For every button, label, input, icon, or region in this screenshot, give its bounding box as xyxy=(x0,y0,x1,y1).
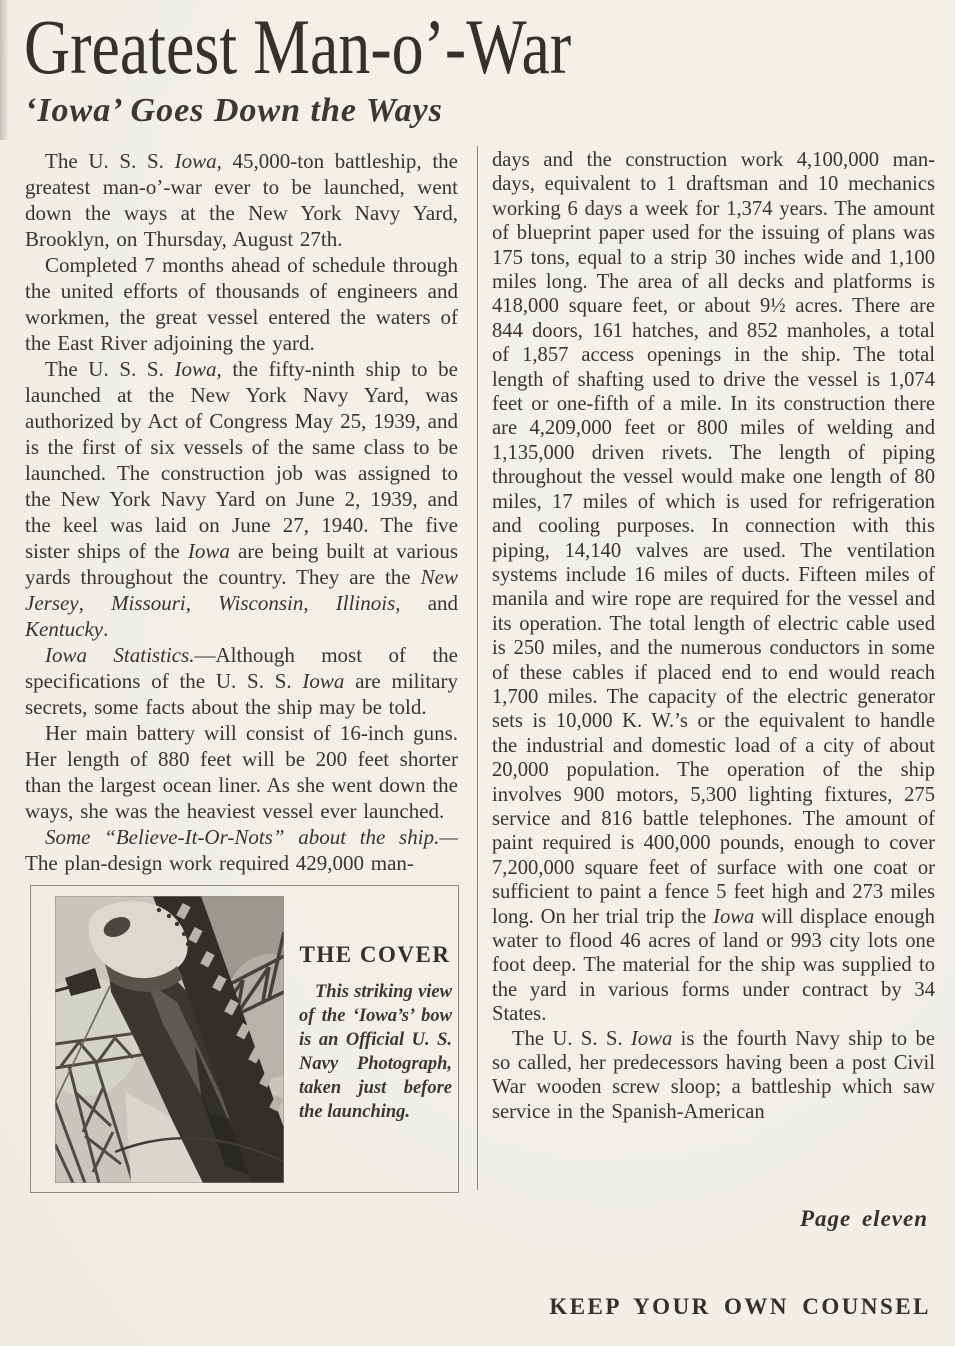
iowa-bow-photo xyxy=(55,896,284,1183)
left-column xyxy=(25,148,458,876)
cover-caption: This striking view of the ‘Iowa’s’ bow is an Official U. S. Navy Photograph, taken just before the launching. xyxy=(299,982,452,1122)
cover-heading: THE COVER xyxy=(299,942,451,967)
paragraph: The U. S. S. Iowa, 45,000-ton battleship, the greatest man-o’-war ever to be launched, went down the ways at the New York Navy Yard, Brooklyn, on Thursday, August 27th. xyxy=(25,149,458,251)
paragraph: days and the construction work 4,100,000 man-days, equivalent to 1 draftsman and 10 mechanics working 6 days a week for 1,374 years. The amount of blueprint paper used for the issuing of plans was 175 tons, equal to a strip 30 inches wide and 1,100 miles long. The area of all decks and platforms is 418,000 square feet, or about 9½ acres. There are 844 doors, 161 hatches, and 852 manholes, a total of 1,857 access openings in the ship. The total length of shafting used to drive the vessel is 1,074 feet or one-fifth of a mile. In its construction there are 4,209,000 feet or 800 miles of welding and 1,135,000 driven rivets. The length of piping throughout the vessel would make one length of 80 miles, 17 miles of which is used for refrigeration and cooling purposes. In connection with this piping, 14,140 valves are used. The ventilation systems include 16 miles of ducts. Fifteen miles of manila and wire rope are required for the vessel and its operation. The total length of electric cable used is 250 miles, and the numerous conductors in some of these cables if placed end to end would reach 1,700 miles. The capacity of the electric generator sets is 10,000 K. W.’s or the equivalent to handle the industrial and domestic load of a city of about 20,000 population. The operation of the ship involves 900 motors, 5,300 lighting fixtures, 275 service and 816 battle telephones. The amount of paint required is 400,000 pounds, enough to cover 7,200,000 square feet of surface with one coat or sufficient to paint a fence 5 feet high and 273 miles long. On her trial trip the Iowa will displace enough water to flood 46 acres of land or 993 city lots one foot deep. The material for the ship was supplied to the yard in various forms under contract by 34 States. xyxy=(492,149,935,1026)
paragraph: Some “Believe-It-Or-Nots” about the ship.— The plan-design work required 429,000 man- xyxy=(25,825,458,875)
column-divider xyxy=(477,146,478,1190)
article-title: Greatest Man-o’-War xyxy=(24,3,572,90)
page-number: Page eleven xyxy=(799,1206,928,1231)
paragraph: The U. S. S. Iowa is the fourth Navy ship to be so called, her predecessors having been a post Civil War wooden screw sloop; a battleship which saw service in the Spanish-American xyxy=(492,1027,935,1123)
cover-box xyxy=(30,885,459,1193)
scan-artifact xyxy=(0,0,9,140)
right-column xyxy=(492,148,935,1124)
article-subtitle: ‘Iowa’ Goes Down the Ways xyxy=(25,92,443,129)
paragraph: The U. S. S. Iowa, the fifty-ninth ship to be launched at the New York Navy Yard, was authorized by Act of Congress May 25, 1939, and is the first of six vessels of the same class to be launched. The construction job was assigned to the New York Navy Yard on June 2, 1939, and the keel was laid on June 27, 1940. The five sister ships of the Iowa are being built at various yards throughout the country. They are the New Jersey, Missouri, Wisconsin, Illinois, and Kentucky. xyxy=(25,357,459,641)
paragraph: Completed 7 months ahead of schedule through the united efforts of thousands of engineers and workmen, the great vessel entered the waters of the East River adjoining the yard. xyxy=(25,253,458,355)
paragraph: Her main battery will consist of 16-inch guns. Her length of 880 feet will be 200 feet shorter than the largest ocean liner. As she went down the ways, she was the heaviest vessel ever launched. xyxy=(25,721,459,823)
paragraph: Iowa Statistics.—Although most of the specifications of the U. S. S. Iowa are military secrets, some facts about the ship may be told. xyxy=(25,643,458,719)
footer-motto: KEEP YOUR OWN COUNSEL xyxy=(549,1294,931,1319)
